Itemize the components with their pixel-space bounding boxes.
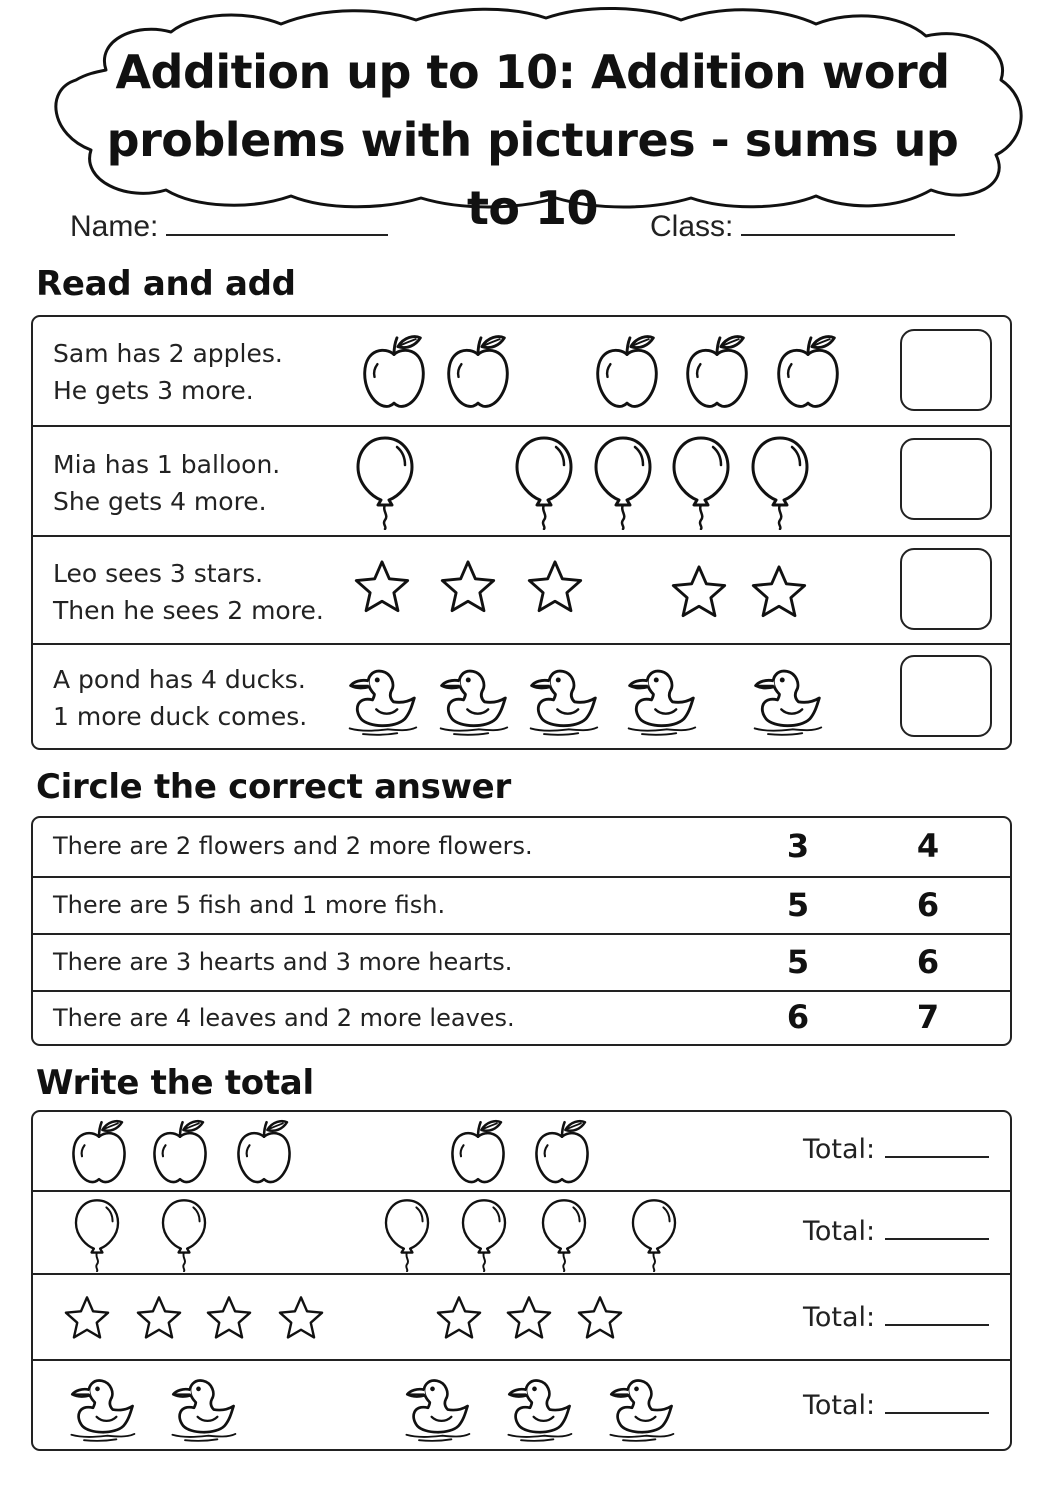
problem-line-1: Mia has 1 balloon. bbox=[53, 450, 281, 479]
balloon-icon bbox=[596, 438, 650, 529]
answer-choice[interactable]: 3 bbox=[786, 827, 810, 865]
problem-line-2: Then he sees 2 more. bbox=[53, 596, 324, 625]
question-row bbox=[33, 876, 1010, 933]
class-label: Class: bbox=[650, 210, 734, 243]
total-row bbox=[33, 1273, 1010, 1359]
total-field[interactable] bbox=[803, 1388, 989, 1421]
name-blank[interactable] bbox=[166, 210, 388, 236]
total-label: Total: bbox=[803, 1302, 876, 1333]
apple-icon bbox=[779, 337, 838, 407]
answer-box[interactable] bbox=[900, 329, 992, 411]
apple-icon bbox=[365, 337, 424, 407]
apple-picture-group bbox=[33, 317, 1010, 425]
question-row bbox=[33, 933, 1010, 990]
star-icon bbox=[529, 562, 580, 611]
apple-icon bbox=[688, 337, 747, 407]
duck-icon bbox=[71, 1381, 134, 1441]
star-icon bbox=[442, 562, 493, 611]
apple-icon bbox=[73, 1121, 124, 1182]
answer-choice[interactable]: 7 bbox=[916, 998, 940, 1036]
problem-line-2: 1 more duck comes. bbox=[53, 702, 308, 731]
total-blank[interactable] bbox=[885, 1388, 989, 1414]
star-icon bbox=[508, 1297, 550, 1337]
total-blank[interactable] bbox=[885, 1214, 989, 1240]
duck-icon bbox=[508, 1381, 571, 1441]
star-icon bbox=[579, 1297, 621, 1337]
question-text: There are 4 leaves and 2 more leaves. bbox=[53, 1004, 515, 1032]
total-row bbox=[33, 1359, 1010, 1449]
duck-icon bbox=[531, 671, 598, 735]
star-icon bbox=[66, 1297, 108, 1337]
title-line-2: problems with pictures - sums up to 10 bbox=[106, 113, 959, 235]
duck-icon bbox=[441, 671, 508, 735]
total-label: Total: bbox=[803, 1216, 876, 1247]
question-text: There are 5 fish and 1 more fish. bbox=[53, 891, 446, 919]
total-row bbox=[33, 1112, 1010, 1190]
write-total-panel bbox=[31, 1110, 1012, 1451]
total-blank[interactable] bbox=[885, 1300, 989, 1326]
star-icon bbox=[280, 1297, 322, 1337]
question-row bbox=[33, 990, 1010, 1044]
answer-choice[interactable]: 6 bbox=[916, 886, 940, 924]
answer-box[interactable] bbox=[900, 438, 992, 520]
name-label: Name: bbox=[70, 210, 159, 243]
answer-box[interactable] bbox=[900, 548, 992, 630]
question-text: There are 3 hearts and 3 more hearts. bbox=[53, 948, 513, 976]
question-text: There are 2 flowers and 2 more flowers. bbox=[53, 832, 533, 860]
apple-icon bbox=[238, 1121, 289, 1182]
star-icon bbox=[138, 1297, 180, 1337]
total-field[interactable] bbox=[803, 1132, 989, 1165]
total-blank[interactable] bbox=[885, 1132, 989, 1158]
question-row bbox=[33, 818, 1010, 876]
name-field[interactable] bbox=[70, 210, 388, 244]
star-icon bbox=[673, 567, 724, 616]
title-line-1: Addition up to 10: Addition word bbox=[115, 45, 950, 99]
apple-icon bbox=[154, 1121, 205, 1182]
problem-row bbox=[33, 317, 1010, 425]
problem-line-2: She gets 4 more. bbox=[53, 487, 267, 516]
problem-line-1: Sam has 2 apples. bbox=[53, 339, 283, 368]
duck-icon bbox=[629, 671, 696, 735]
answer-choice[interactable]: 4 bbox=[916, 827, 940, 865]
class-blank[interactable] bbox=[741, 210, 955, 236]
star-picture-group bbox=[33, 537, 1010, 643]
answer-box[interactable] bbox=[900, 655, 992, 737]
star-icon bbox=[208, 1297, 250, 1337]
balloon-icon bbox=[543, 1200, 585, 1271]
star-icon bbox=[356, 562, 407, 611]
total-row bbox=[33, 1190, 1010, 1273]
section-heading-circle-answer: Circle the correct answer bbox=[36, 767, 511, 807]
duck-icon bbox=[406, 1381, 469, 1441]
total-label: Total: bbox=[803, 1390, 876, 1421]
answer-choice[interactable]: 6 bbox=[916, 943, 940, 981]
duck-icon bbox=[350, 671, 417, 735]
problem-row bbox=[33, 643, 1010, 748]
answer-choice[interactable]: 5 bbox=[786, 943, 810, 981]
problem-line-1: A pond has 4 ducks. bbox=[53, 665, 306, 694]
total-field[interactable] bbox=[803, 1300, 989, 1333]
answer-choice[interactable]: 6 bbox=[786, 998, 810, 1036]
apple-icon bbox=[452, 1121, 503, 1182]
problem-line-1: Leo sees 3 stars. bbox=[53, 559, 264, 588]
balloon-icon bbox=[633, 1200, 675, 1271]
circle-answer-panel bbox=[31, 816, 1012, 1046]
read-and-add-panel bbox=[31, 315, 1012, 750]
balloon-icon bbox=[358, 438, 412, 529]
duck-picture-group bbox=[33, 645, 1010, 748]
balloon-icon bbox=[517, 438, 571, 529]
balloon-icon bbox=[463, 1200, 505, 1271]
total-field[interactable] bbox=[803, 1214, 989, 1247]
balloon-picture-group bbox=[33, 427, 1010, 535]
balloon-icon bbox=[76, 1200, 118, 1271]
star-icon bbox=[753, 567, 804, 616]
balloon-icon bbox=[163, 1200, 205, 1271]
duck-icon bbox=[610, 1381, 673, 1441]
total-label: Total: bbox=[803, 1134, 876, 1165]
balloon-icon bbox=[753, 438, 807, 529]
star-icon bbox=[438, 1297, 480, 1337]
balloon-icon bbox=[674, 438, 728, 529]
apple-icon bbox=[449, 337, 508, 407]
class-field[interactable] bbox=[650, 210, 955, 244]
duck-icon bbox=[755, 671, 822, 735]
problem-row bbox=[33, 535, 1010, 643]
answer-choice[interactable]: 5 bbox=[786, 886, 810, 924]
problem-row bbox=[33, 425, 1010, 535]
duck-icon bbox=[172, 1381, 235, 1441]
apple-icon bbox=[598, 337, 657, 407]
section-heading-read-and-add: Read and add bbox=[36, 264, 296, 304]
apple-icon bbox=[536, 1121, 587, 1182]
balloon-icon bbox=[386, 1200, 428, 1271]
section-heading-write-total: Write the total bbox=[36, 1063, 314, 1103]
problem-line-2: He gets 3 more. bbox=[53, 376, 254, 405]
